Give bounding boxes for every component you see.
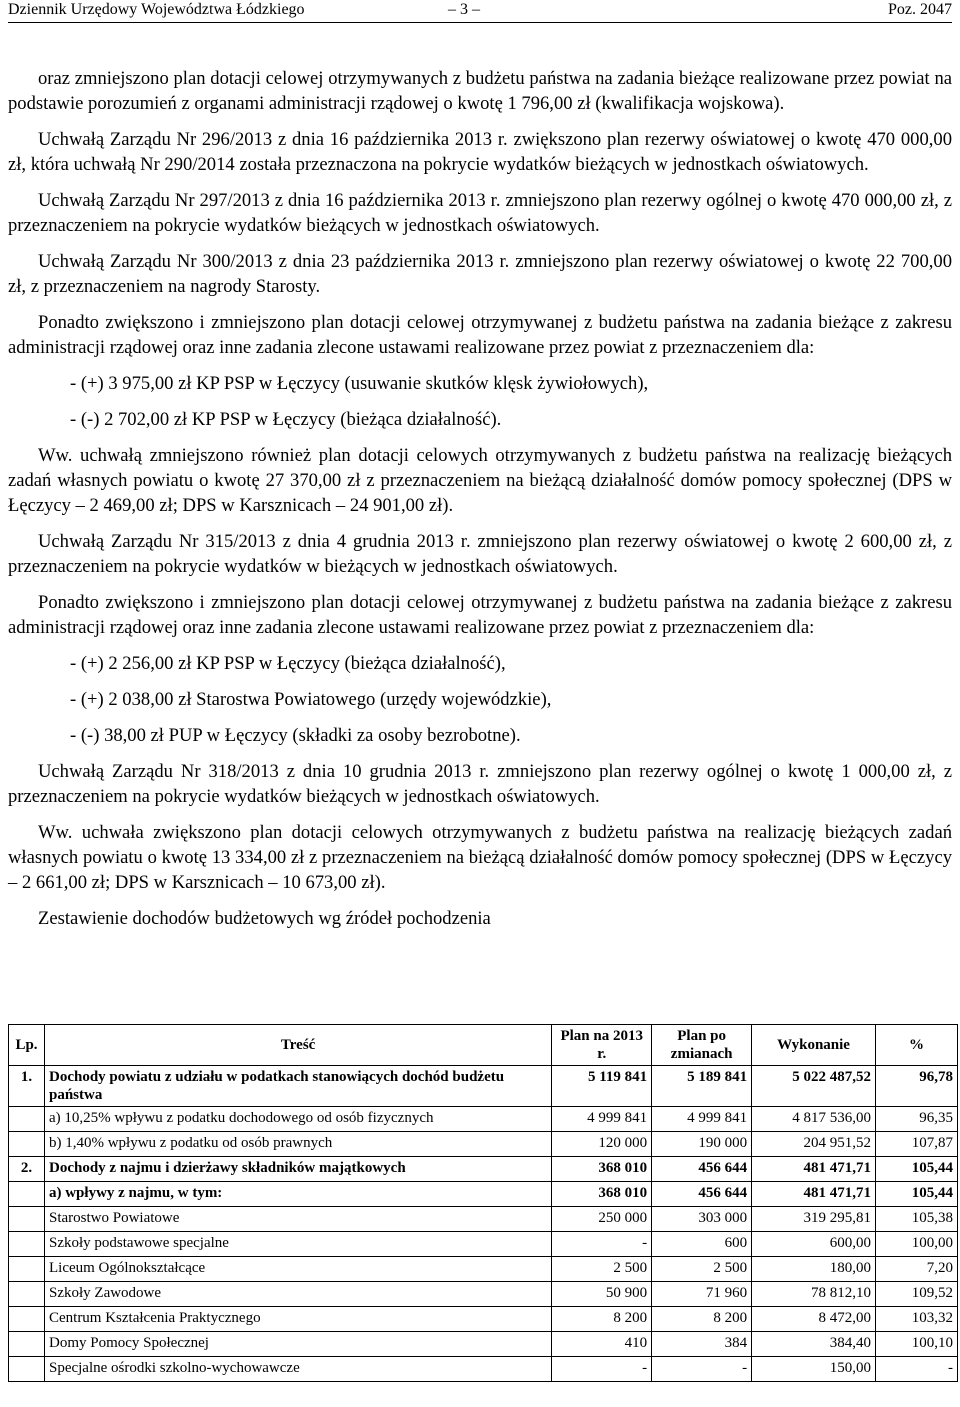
- cell-plan: 368 010: [552, 1182, 652, 1207]
- list-item: - (-) 38,00 zł PUP w Łęczycy (składki za osoby bezrobotne).: [70, 725, 521, 746]
- cell-plan-po: -: [652, 1357, 752, 1382]
- cell-plan: 250 000: [552, 1207, 652, 1232]
- cell-wykonanie: 481 471,71: [752, 1182, 876, 1207]
- page-number: – 3 –: [448, 1, 480, 18]
- cell-plan: 4 999 841: [552, 1107, 652, 1132]
- table-title: Zestawienie dochodów budżetowych wg źródeł pochodzenia: [38, 908, 491, 929]
- cell-lp: 1.: [9, 1066, 45, 1107]
- paragraph: oraz zmniejszono plan dotacji celowej otrzymywanych z budżetu państwa na zadania bieżące realizowane przez powiat na podstawie porozumień z organami administracji rządowej o kwotę 1 796,00 zł (kwalifikacja wojskowa).: [8, 68, 952, 114]
- list-item: - (+) 3 975,00 zł KP PSP w Łęczycy (usuwanie skutków klęsk żywiołowych),: [70, 373, 649, 394]
- position-number: Poz. 2047: [888, 1, 952, 18]
- cell-lp: [9, 1182, 45, 1207]
- cell-wykonanie: 150,00: [752, 1357, 876, 1382]
- cell-plan-po: 456 644: [652, 1157, 752, 1182]
- paragraph: Uchwałą Zarządu Nr 318/2013 z dnia 10 grudnia 2013 r. zmniejszono plan rezerwy ogólnej o kwotę 1 000,00 zł, z przeznaczeniem na pokrycie wydatków bieżących w jednostkach oświatowych.: [8, 761, 952, 807]
- cell-tresc: a) wpływy z najmu, w tym:: [44, 1182, 551, 1207]
- cell-tresc: Centrum Kształcenia Praktycznego: [44, 1307, 551, 1332]
- income-table: [8, 1024, 958, 1382]
- list-item: - (+) 2 256,00 zł KP PSP w Łęczycy (bieżąca działalność),: [70, 653, 506, 674]
- cell-lp: 2.: [9, 1157, 45, 1182]
- cell-plan: 368 010: [552, 1157, 652, 1182]
- cell-pct: 96,78: [876, 1066, 958, 1107]
- cell-plan-po: 71 960: [652, 1282, 752, 1307]
- table-row: [9, 1332, 958, 1357]
- table-row: [9, 1066, 958, 1107]
- paragraph: Uchwałą Zarządu Nr 315/2013 z dnia 4 grudnia 2013 r. zmniejszono plan rezerwy oświatowej o kwotę 2 600,00 zł, z przeznaczeniem na pokrycie wydatków w bieżących w jednostkach oświatowych.: [8, 531, 952, 577]
- cell-plan-po: 190 000: [652, 1132, 752, 1157]
- cell-plan: 120 000: [552, 1132, 652, 1157]
- header-plan: Plan na 2013 r.: [552, 1025, 652, 1066]
- cell-wykonanie: 481 471,71: [752, 1157, 876, 1182]
- table-row: [9, 1207, 958, 1232]
- cell-pct: 7,20: [876, 1257, 958, 1282]
- cell-pct: 103,32: [876, 1307, 958, 1332]
- cell-plan-po: 303 000: [652, 1207, 752, 1232]
- cell-lp: [9, 1107, 45, 1132]
- cell-tresc: Szkoły podstawowe specjalne: [44, 1232, 551, 1257]
- cell-lp: [9, 1257, 45, 1282]
- cell-wykonanie: 78 812,10: [752, 1282, 876, 1307]
- table-row: [9, 1282, 958, 1307]
- paragraph: Uchwałą Zarządu Nr 300/2013 z dnia 23 października 2013 r. zmniejszono plan rezerwy oświatowej o kwotę 22 700,00 zł, z przeznaczeniem na nagrody Starosty.: [8, 251, 952, 297]
- journal-title: Dziennik Urzędowy Województwa Łódzkiego: [8, 1, 305, 18]
- cell-plan-po: 2 500: [652, 1257, 752, 1282]
- cell-tresc: Szkoły Zawodowe: [44, 1282, 551, 1307]
- cell-pct: 105,44: [876, 1157, 958, 1182]
- table-row: [9, 1157, 958, 1182]
- cell-plan: -: [552, 1232, 652, 1257]
- cell-plan-po: 5 189 841: [652, 1066, 752, 1107]
- cell-plan: 410: [552, 1332, 652, 1357]
- cell-plan: 5 119 841: [552, 1066, 652, 1107]
- cell-wykonanie: 384,40: [752, 1332, 876, 1357]
- cell-plan: 8 200: [552, 1307, 652, 1332]
- cell-tresc: b) 1,40% wpływu z podatku od osób prawnych: [44, 1132, 551, 1157]
- cell-wykonanie: 8 472,00: [752, 1307, 876, 1332]
- cell-wykonanie: 5 022 487,52: [752, 1066, 876, 1107]
- header-plan-po: Plan po zmianach: [652, 1025, 752, 1066]
- header-lp: Lp.: [9, 1025, 45, 1066]
- paragraph: Ponadto zwiększono i zmniejszono plan dotacji celowej otrzymywanej z budżetu państwa na zadania bieżące z zakresu administracji rządowej oraz inne zadania zlecone ustawami realizowane przez powiat z przeznaczeniem dla:: [8, 592, 952, 638]
- cell-pct: 96,35: [876, 1107, 958, 1132]
- cell-plan-po: 384: [652, 1332, 752, 1357]
- paragraph: Ponadto zwiększono i zmniejszono plan dotacji celowej otrzymywanej z budżetu państwa na zadania bieżące z zakresu administracji rządowej oraz inne zadania zlecone ustawami realizowane przez powiat z przeznaczeniem dla:: [8, 312, 952, 358]
- cell-plan: 50 900: [552, 1282, 652, 1307]
- paragraph: Ww. uchwała zwiększono plan dotacji celowych otrzymywanych z budżetu państwa na realizację bieżących zadań własnych powiatu o kwotę 13 334,00 zł z przeznaczeniem na bieżącą działalność domów pomocy społecznej (DPS w Łęczycy – 2 661,00 zł; DPS w Karsznicach – 10 673,00 zł).: [8, 822, 952, 893]
- cell-plan-po: 600: [652, 1232, 752, 1257]
- table-row: [9, 1182, 958, 1207]
- cell-tresc: Dochody powiatu z udziału w podatkach stanowiących dochód budżetu państwa: [44, 1066, 551, 1107]
- cell-lp: [9, 1282, 45, 1307]
- cell-tresc: Liceum Ogólnokształcące: [44, 1257, 551, 1282]
- cell-pct: 105,38: [876, 1207, 958, 1232]
- header-pct: %: [876, 1025, 958, 1066]
- cell-plan-po: 456 644: [652, 1182, 752, 1207]
- cell-lp: [9, 1132, 45, 1157]
- table-row: [9, 1107, 958, 1132]
- cell-pct: 107,87: [876, 1132, 958, 1157]
- cell-pct: 109,52: [876, 1282, 958, 1307]
- list-item: - (-) 2 702,00 zł KP PSP w Łęczycy (bieżąca działalność).: [70, 409, 502, 430]
- cell-pct: -: [876, 1357, 958, 1382]
- table-row: [9, 1232, 958, 1257]
- cell-wykonanie: 319 295,81: [752, 1207, 876, 1232]
- cell-wykonanie: 204 951,52: [752, 1132, 876, 1157]
- cell-plan: 2 500: [552, 1257, 652, 1282]
- cell-lp: [9, 1307, 45, 1332]
- table-row: [9, 1257, 958, 1282]
- cell-tresc: Dochody z najmu i dzierżawy składników majątkowych: [44, 1157, 551, 1182]
- cell-pct: 100,10: [876, 1332, 958, 1357]
- paragraph: Ww. uchwałą zmniejszono również plan dotacji celowych otrzymywanych z budżetu państwa na realizację bieżących zadań własnych powiatu o kwotę 27 370,00 zł z przeznaczeniem na bieżącą działalność domów pomocy społecznej (DPS w Łęczycy – 2 469,00 zł; DPS w Karsznicach – 24 901,00 zł).: [8, 445, 952, 516]
- cell-lp: [9, 1232, 45, 1257]
- cell-plan: -: [552, 1357, 652, 1382]
- cell-wykonanie: 180,00: [752, 1257, 876, 1282]
- cell-tresc: Specjalne ośrodki szkolno-wychowawcze: [44, 1357, 551, 1382]
- cell-tresc: Starostwo Powiatowe: [44, 1207, 551, 1232]
- header-tresc: Treść: [44, 1025, 551, 1066]
- cell-wykonanie: 4 817 536,00: [752, 1107, 876, 1132]
- cell-pct: 100,00: [876, 1232, 958, 1257]
- header-wykonanie: Wykonanie: [752, 1025, 876, 1066]
- cell-plan-po: 8 200: [652, 1307, 752, 1332]
- paragraph: Uchwałą Zarządu Nr 296/2013 z dnia 16 października 2013 r. zwiększono plan rezerwy oświatowej o kwotę 470 000,00 zł, która uchwałą Nr 290/2014 została przeznaczona na pokrycie wydatków bieżących w jednostkach oświatowych.: [8, 129, 952, 175]
- table-row: [9, 1132, 958, 1157]
- table-header-row: [9, 1025, 958, 1066]
- cell-lp: [9, 1357, 45, 1382]
- table-row: [9, 1307, 958, 1332]
- document-body: [8, 66, 952, 931]
- table-row: [9, 1357, 958, 1382]
- cell-tresc: a) 10,25% wpływu z podatku dochodowego od osób fizycznych: [44, 1107, 551, 1132]
- page-header: [8, 0, 952, 23]
- cell-pct: 105,44: [876, 1182, 958, 1207]
- list-item: - (+) 2 038,00 zł Starostwa Powiatowego (urzędy wojewódzkie),: [70, 689, 552, 710]
- cell-plan-po: 4 999 841: [652, 1107, 752, 1132]
- cell-wykonanie: 600,00: [752, 1232, 876, 1257]
- cell-lp: [9, 1207, 45, 1232]
- cell-lp: [9, 1332, 45, 1357]
- cell-tresc: Domy Pomocy Społecznej: [44, 1332, 551, 1357]
- paragraph: Uchwałą Zarządu Nr 297/2013 z dnia 16 października 2013 r. zmniejszono plan rezerwy ogólnej o kwotę 470 000,00 zł, z przeznaczeniem na pokrycie wydatków bieżących w jednostkach oświatowych.: [8, 190, 952, 236]
